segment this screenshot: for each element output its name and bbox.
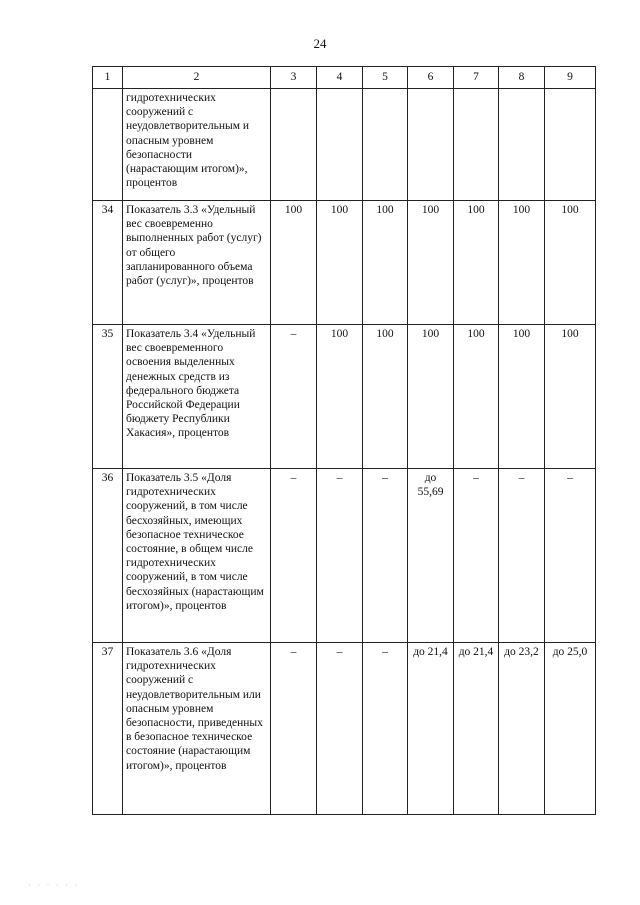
value-cell: 100	[454, 201, 499, 325]
value-cell	[363, 89, 408, 201]
value-cell: –	[271, 469, 317, 643]
value-cell	[408, 89, 454, 201]
page-number: 24	[313, 36, 327, 51]
value-cell: 100	[408, 201, 454, 325]
value-cell: 100	[363, 201, 408, 325]
header-row	[93, 67, 596, 89]
indicator-description: Показатель 3.4 «Удельный вес своевременного освоения выделенных денежных средств из федерального бюджета Российской Федерации бюджету Республики Хакасия», процентов	[123, 325, 271, 469]
value-cell	[454, 89, 499, 201]
value-cell: –	[363, 643, 408, 815]
indicator-description: Показатель 3.3 «Удельный вес своевременно выполненных работ (услуг) от общего запланированного объема работ (услуг)», процентов	[123, 201, 271, 325]
table-row	[93, 469, 596, 643]
value-cell: –	[271, 325, 317, 469]
column-header: 5	[363, 67, 408, 89]
value-cell: до 55,69	[408, 469, 454, 643]
row-number: 35	[93, 325, 123, 469]
value-cell	[317, 89, 363, 201]
value-cell: 100	[545, 201, 596, 325]
value-cell: 100	[271, 201, 317, 325]
value-cell: –	[317, 643, 363, 815]
value-cell: 100	[454, 325, 499, 469]
value-cell: –	[317, 469, 363, 643]
table-row	[93, 89, 596, 201]
value-cell	[499, 89, 545, 201]
value-cell: 100	[363, 325, 408, 469]
column-header: 7	[454, 67, 499, 89]
row-number: 34	[93, 201, 123, 325]
value-cell: 100	[499, 325, 545, 469]
column-header: 1	[93, 67, 123, 89]
value-cell: до 23,2	[499, 643, 545, 815]
value-cell: 100	[317, 201, 363, 325]
table-row	[93, 201, 596, 325]
value-cell: до 21,4	[454, 643, 499, 815]
value-cell: –	[271, 643, 317, 815]
column-header: 4	[317, 67, 363, 89]
value-cell: до 25,0	[545, 643, 596, 815]
table-row	[93, 643, 596, 815]
indicator-description: Показатель 3.5 «Доля гидротехнических сооружений, в том числе бесхозяйных, имеющих безопасное техническое состояние, в общем числе гидротехнических сооружений, в том числе бесхозяйных (нарастающим итогом)», процентов	[123, 469, 271, 643]
row-number: 36	[93, 469, 123, 643]
value-cell: 100	[545, 325, 596, 469]
indicator-description: Показатель 3.6 «Доля гидротехнических сооружений с неудовлетворительным или опасным уровнем безопасности, приведенных в безопасное техническое состояние (нарастающим итогом)», процентов	[123, 643, 271, 815]
value-cell	[545, 89, 596, 201]
value-cell: до 21,4	[408, 643, 454, 815]
column-header: 6	[408, 67, 454, 89]
value-cell: 100	[499, 201, 545, 325]
value-cell: 100	[408, 325, 454, 469]
column-header: 3	[271, 67, 317, 89]
value-cell: –	[545, 469, 596, 643]
column-header: 9	[545, 67, 596, 89]
value-cell: –	[363, 469, 408, 643]
row-number	[93, 89, 123, 201]
value-cell: –	[454, 469, 499, 643]
value-cell: 100	[317, 325, 363, 469]
column-header: 2	[123, 67, 271, 89]
scan-artifact: · · · · · ·	[28, 880, 80, 890]
column-header: 8	[499, 67, 545, 89]
indicators-table	[92, 66, 596, 815]
value-cell: –	[499, 469, 545, 643]
table-row	[93, 325, 596, 469]
value-cell	[271, 89, 317, 201]
row-number: 37	[93, 643, 123, 815]
indicator-description: гидротехнических сооружений с неудовлетворительным и опасным уровнем безопасности (нарастающим итогом)», процентов	[123, 89, 271, 201]
